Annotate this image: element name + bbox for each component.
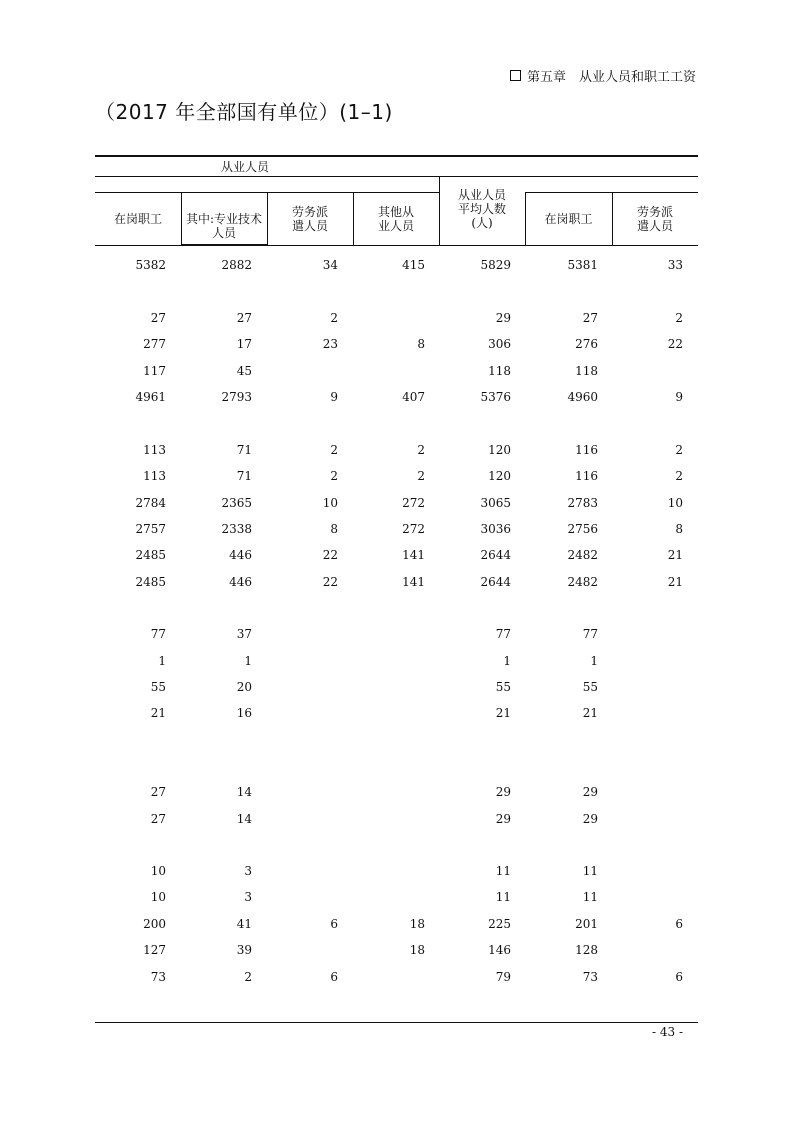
- cell-on-post: 2485: [135, 575, 166, 589]
- cell-average: 2644: [480, 548, 511, 562]
- table-row: [95, 469, 698, 485]
- cell-dispatch-2: 2: [675, 311, 683, 325]
- cell-prof-tech: 39: [236, 943, 252, 957]
- cell-other: 415: [402, 258, 425, 272]
- cell-on-post-2: 5381: [567, 258, 598, 272]
- table-row: [95, 812, 698, 828]
- cell-other: 141: [402, 575, 425, 589]
- cell-on-post-2: 77: [582, 627, 598, 641]
- cell-on-post-2: 55: [582, 680, 598, 694]
- table-top-rule: [95, 155, 698, 157]
- header-on-post-2: 在岗职工: [544, 212, 593, 226]
- cell-on-post: 2485: [135, 548, 166, 562]
- cell-on-post-2: 11: [582, 864, 598, 878]
- cell-average: 225: [488, 917, 511, 931]
- cell-prof-tech: 446: [229, 548, 252, 562]
- header-dispatch-line1: 劳务派: [291, 205, 328, 219]
- subheader-underline: [181, 244, 267, 245]
- cell-other: 272: [402, 522, 425, 536]
- cell-on-post: 2784: [135, 496, 166, 510]
- cell-on-post: 27: [150, 311, 166, 325]
- cell-other: 8: [417, 337, 425, 351]
- chapter-header-text: 第五章 从业人员和职工工资: [526, 70, 696, 85]
- cell-prof-tech: 3: [244, 864, 252, 878]
- cell-average: 146: [488, 943, 511, 957]
- table-row: [95, 943, 698, 959]
- cell-average: 29: [495, 812, 511, 826]
- cell-average: 11: [495, 864, 511, 878]
- cell-on-post: 113: [143, 469, 166, 483]
- cell-on-post-2: 73: [582, 970, 598, 984]
- cell-on-post-2: 29: [582, 812, 598, 826]
- cell-prof-tech: 37: [236, 627, 252, 641]
- cell-on-post: 10: [150, 890, 166, 904]
- table-row: [95, 864, 698, 880]
- cell-prof-tech: 45: [236, 364, 252, 378]
- cell-dispatch: 8: [330, 522, 338, 536]
- cell-on-post: 27: [150, 785, 166, 799]
- cell-prof-tech: 2: [244, 970, 252, 984]
- cell-on-post: 1: [158, 654, 166, 668]
- cell-on-post-2: 2482: [567, 548, 598, 562]
- header-dispatch-line2: 遣人员: [291, 219, 328, 233]
- cell-on-post-2: 4960: [567, 390, 598, 404]
- table-row: [95, 548, 698, 564]
- header-rule-1: [95, 176, 698, 177]
- cell-average: 306: [488, 337, 511, 351]
- cell-on-post-2: 2783: [567, 496, 598, 510]
- header-on-post: 在岗职工: [113, 212, 162, 226]
- cell-dispatch-2: 6: [675, 917, 683, 931]
- cell-prof-tech: 41: [236, 917, 252, 931]
- cell-prof-tech: 2793: [221, 390, 252, 404]
- cell-dispatch-2: 21: [667, 548, 683, 562]
- cell-on-post: 73: [150, 970, 166, 984]
- cell-average: 3036: [480, 522, 511, 536]
- cell-average: 120: [488, 443, 511, 457]
- header-dispatch-2: [612, 205, 698, 233]
- cell-prof-tech: 27: [236, 311, 252, 325]
- cell-other: 2: [417, 469, 425, 483]
- cell-on-post-2: 128: [575, 943, 598, 957]
- page-number: - 43 -: [651, 1025, 683, 1039]
- cell-prof-tech: 3: [244, 890, 252, 904]
- cell-on-post: 117: [143, 364, 166, 378]
- cell-on-post-2: 276: [575, 337, 598, 351]
- header-average: [439, 188, 525, 230]
- cell-on-post-2: 118: [575, 364, 598, 378]
- cell-dispatch-2: 2: [675, 443, 683, 457]
- table-row: [95, 522, 698, 538]
- table-row: [95, 890, 698, 906]
- table-row: [95, 680, 698, 696]
- table-row: [95, 917, 698, 933]
- cell-on-post: 200: [143, 917, 166, 931]
- header-dispatch: [267, 205, 353, 233]
- cell-average: 29: [495, 785, 511, 799]
- square-icon: [510, 70, 521, 81]
- cell-dispatch: 9: [330, 390, 338, 404]
- cell-other: 2: [417, 443, 425, 457]
- cell-on-post: 2757: [135, 522, 166, 536]
- table-row: [95, 627, 698, 643]
- table-row: [95, 443, 698, 459]
- cell-dispatch: 6: [330, 970, 338, 984]
- cell-prof-tech: 14: [236, 812, 252, 826]
- cell-on-post: 27: [150, 812, 166, 826]
- cell-prof-tech: 16: [236, 706, 252, 720]
- cell-on-post-2: 201: [575, 917, 598, 931]
- cell-on-post-2: 11: [582, 890, 598, 904]
- cell-dispatch: 22: [322, 548, 338, 562]
- header-employed-group: 从业人员: [220, 160, 269, 174]
- cell-average: 55: [495, 680, 511, 694]
- cell-prof-tech: 2882: [221, 258, 252, 272]
- cell-average: 120: [488, 469, 511, 483]
- cell-prof-tech: 17: [236, 337, 252, 351]
- cell-dispatch: 10: [322, 496, 338, 510]
- cell-prof-tech: 2338: [221, 522, 252, 536]
- cell-prof-tech: 71: [236, 469, 252, 483]
- table-row: [95, 706, 698, 722]
- cell-on-post-2: 27: [582, 311, 598, 325]
- cell-dispatch-2: 33: [667, 258, 683, 272]
- cell-dispatch-2: 21: [667, 575, 683, 589]
- header-average-line2: 平均人数: [457, 202, 506, 216]
- header-prof-tech: [181, 212, 267, 240]
- cell-dispatch-2: 6: [675, 970, 683, 984]
- cell-on-post: 4961: [135, 390, 166, 404]
- table-row: [95, 496, 698, 512]
- cell-other: 407: [402, 390, 425, 404]
- cell-on-post-2: 116: [575, 469, 598, 483]
- header-other-line2: 业人员: [377, 219, 414, 233]
- header-dispatch-2-line2: 遣人员: [636, 219, 673, 233]
- header-prof-tech-line2: 人员: [211, 226, 236, 240]
- cell-average: 29: [495, 311, 511, 325]
- cell-prof-tech: 1: [244, 654, 252, 668]
- cell-on-post-2: 2482: [567, 575, 598, 589]
- header-dispatch-2-line1: 劳务派: [636, 205, 673, 219]
- cell-dispatch-2: 9: [675, 390, 683, 404]
- cell-dispatch: 23: [322, 337, 338, 351]
- cell-on-post: 127: [143, 943, 166, 957]
- cell-on-post: 10: [150, 864, 166, 878]
- table-row: [95, 575, 698, 591]
- cell-dispatch: 2: [330, 469, 338, 483]
- cell-prof-tech: 71: [236, 443, 252, 457]
- cell-on-post: 21: [150, 706, 166, 720]
- header-other: [353, 205, 439, 233]
- table-row: [95, 654, 698, 670]
- cell-on-post-2: 29: [582, 785, 598, 799]
- cell-other: 18: [409, 943, 425, 957]
- header-average-line3: (人): [471, 216, 493, 230]
- cell-dispatch: 2: [330, 311, 338, 325]
- table-row: [95, 311, 698, 327]
- table-bottom-rule: [95, 1022, 698, 1023]
- cell-on-post-2: 116: [575, 443, 598, 457]
- cell-average: 79: [495, 970, 511, 984]
- cell-dispatch-2: 22: [667, 337, 683, 351]
- cell-dispatch: 34: [322, 258, 338, 272]
- cell-on-post-2: 21: [582, 706, 598, 720]
- cell-average: 2644: [480, 575, 511, 589]
- cell-average: 5376: [480, 390, 511, 404]
- cell-on-post: 113: [143, 443, 166, 457]
- cell-dispatch-2: 10: [667, 496, 683, 510]
- cell-prof-tech: 14: [236, 785, 252, 799]
- cell-on-post: 5382: [135, 258, 166, 272]
- cell-on-post: 55: [150, 680, 166, 694]
- cell-average: 21: [495, 706, 511, 720]
- table-row: [95, 390, 698, 406]
- cell-on-post: 277: [143, 337, 166, 351]
- table-row: [95, 258, 698, 274]
- chapter-header: [510, 66, 696, 85]
- cell-average: 3065: [480, 496, 511, 510]
- cell-prof-tech: 446: [229, 575, 252, 589]
- header-average-line1: 从业人员: [457, 188, 506, 202]
- table-title: （2017 年全部国有单位）(1–1): [95, 100, 393, 124]
- cell-prof-tech: 20: [236, 680, 252, 694]
- cell-on-post: 77: [150, 627, 166, 641]
- cell-average: 5829: [480, 258, 511, 272]
- table-row: [95, 364, 698, 380]
- cell-dispatch: 6: [330, 917, 338, 931]
- cell-other: 141: [402, 548, 425, 562]
- cell-prof-tech: 2365: [221, 496, 252, 510]
- cell-dispatch: 22: [322, 575, 338, 589]
- cell-on-post-2: 1: [590, 654, 598, 668]
- header-bottom-rule: [95, 245, 698, 246]
- header-prof-tech-line1: 其中:专业技术: [185, 212, 263, 226]
- cell-dispatch-2: 8: [675, 522, 683, 536]
- cell-average: 77: [495, 627, 511, 641]
- table-row: [95, 337, 698, 353]
- cell-other: 18: [409, 917, 425, 931]
- cell-average: 118: [488, 364, 511, 378]
- cell-average: 1: [503, 654, 511, 668]
- header-other-line1: 其他从: [377, 205, 414, 219]
- cell-other: 272: [402, 496, 425, 510]
- cell-dispatch-2: 2: [675, 469, 683, 483]
- cell-dispatch: 2: [330, 443, 338, 457]
- cell-average: 11: [495, 890, 511, 904]
- cell-on-post-2: 2756: [567, 522, 598, 536]
- table-row: [95, 970, 698, 986]
- table-row: [95, 785, 698, 801]
